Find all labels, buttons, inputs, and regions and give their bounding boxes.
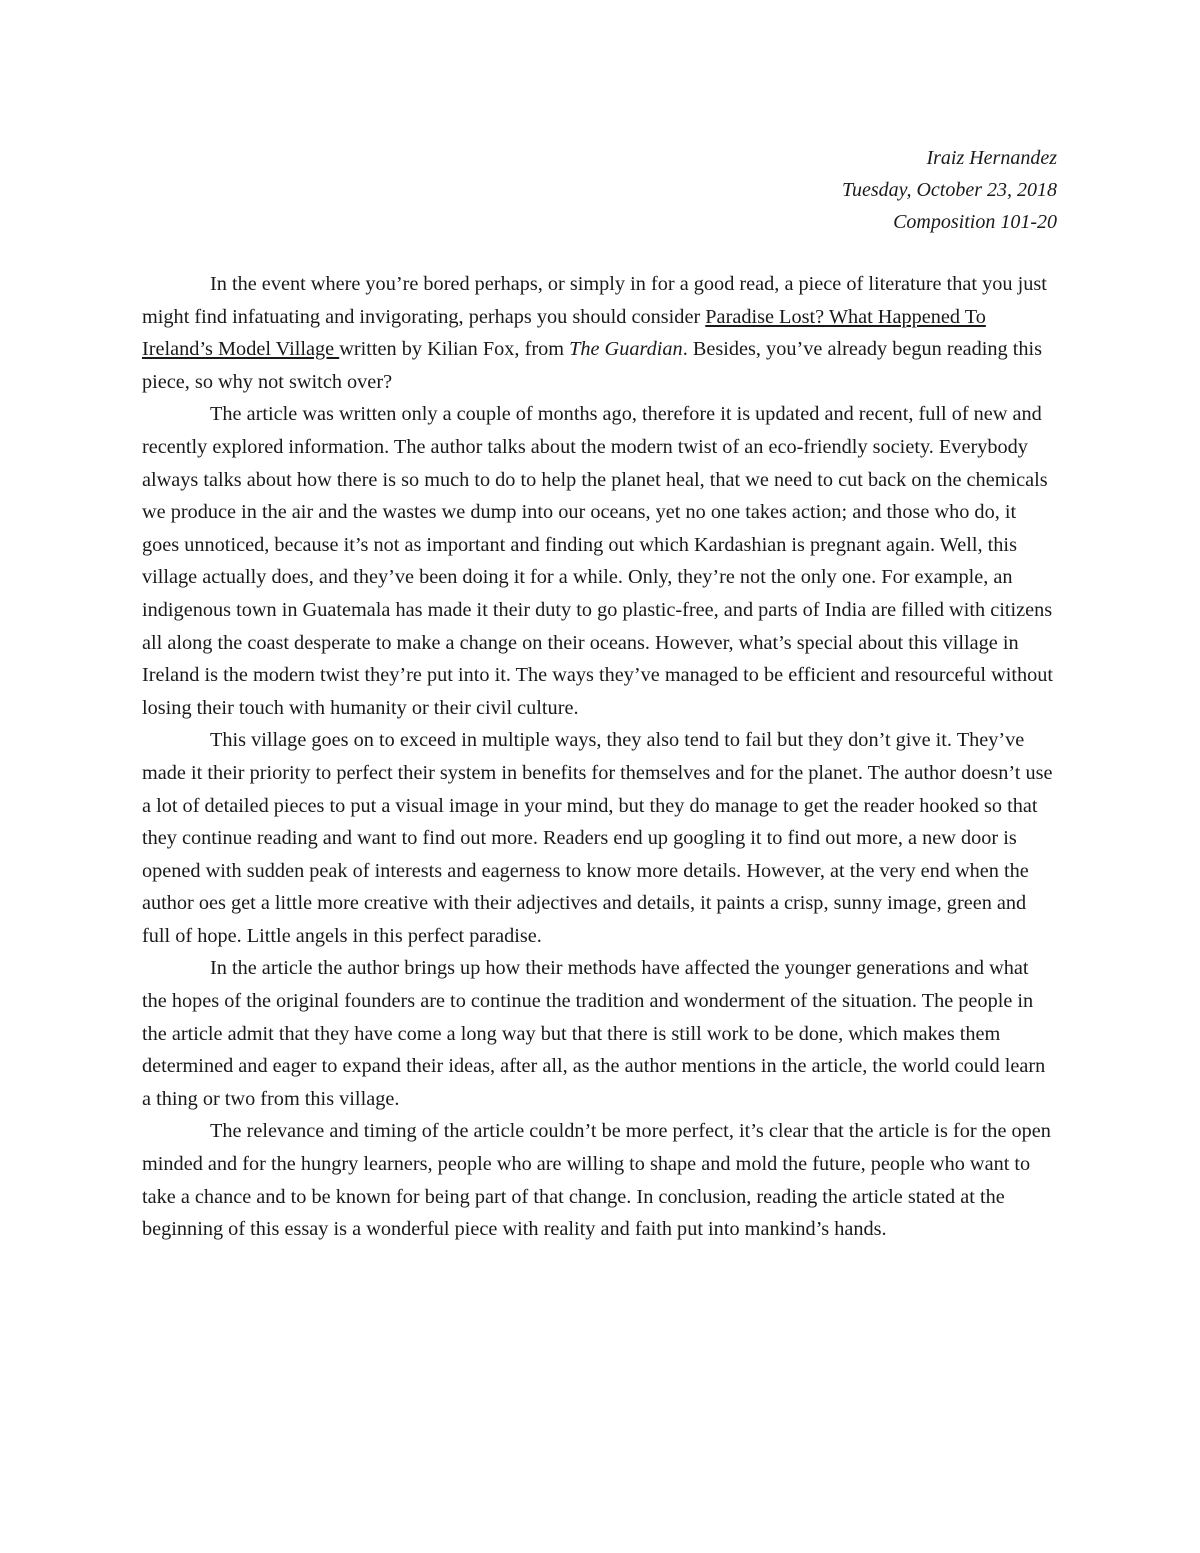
essay-date: Tuesday, October 23, 2018 — [842, 179, 1057, 201]
author-name: Iraiz Hernandez — [926, 147, 1057, 169]
essay-body — [142, 268, 1058, 1246]
article-title: Paradise Lost? What Happened To Ireland’s Model Village — [142, 305, 986, 361]
paragraph-intro-tail: . Besides, you’ve already begun reading this piece, so why not switch over? — [142, 338, 1043, 393]
paragraph-conclusion: The relevance and timing of the article couldn’t be more perfect, it’s clear that the article is for the open minded and for the hungry learners, people who are willing to shape and mold the future, people who want to take a chance and to be known for being part of that change. In conclusion, reading the article stated at the beginning of this essay is a wonderful piece with reality and faith put into mankind’s hands. — [142, 1120, 1051, 1241]
paragraph-village-success: This village goes on to exceed in multiple ways, they also tend to fail but they don’t give it. They’ve made it their priority to perfect their system in benefits for themselves and for the planet. The author doesn’t use a lot of detailed pieces to put a visual image in your mind, but they do manage to get the reader hooked so that they continue reading and want to find out more. Readers end up googling it to find out more, a new door is opened with sudden peak of interests and eagerness to know more details. However, at the very end when the author oes get a little more creative with their adjectives and details, it paints a crisp, sunny image, green and full of hope. Little angels in this perfect paradise. — [142, 729, 1053, 947]
essay-header — [842, 142, 1057, 238]
course-name: Composition 101-20 — [893, 211, 1057, 233]
paragraph-intro-lead: In the event where you’re bored perhaps, or simply in for a good read, a piece of literature that you just might find infatuating and invigorating, perhaps you should consider — [142, 273, 1047, 328]
paragraph-intro-middle: written by Kilian Fox, from — [339, 338, 570, 361]
paragraph-younger-generations: In the article the author brings up how their methods have affected the younger generations and what the hopes of the original founders are to continue the tradition and wonderment of the situation. The people in the article admit that they have come a long way but that there is still work to be done, which makes them determined and eager to expand their ideas, after all, as the author mentions in the article, the world could learn a thing or two from this village. — [142, 957, 1046, 1110]
publication-name: The Guardian — [569, 338, 683, 361]
paragraph-article-overview: The article was written only a couple of months ago, therefore it is updated and recent, full of new and recently explored information. The author talks about the modern twist of an eco-friendly society. Everybody always talks about how there is so much to do to help the planet heal, that we need to cut back on the chemicals we produce in the air and the wastes we dump into our oceans, yet no one takes action; and those who do, it goes unnoticed, because it’s not as important and finding out which Kardashian is pregnant again. Well, this village actually does, and they’ve been doing it for a while. Only, they’re not the only one. For example, an indigenous town in Guatemala has made it their duty to go plastic-free, and parts of India are filled with citizens all along the coast desperate to make a change on their oceans. However, what’s special about this village in Ireland is the modern twist they’re put into it. The ways they’ve managed to be efficient and resourceful without losing their touch with humanity or their civil culture. — [142, 403, 1054, 719]
paragraph-intro — [142, 268, 1058, 398]
